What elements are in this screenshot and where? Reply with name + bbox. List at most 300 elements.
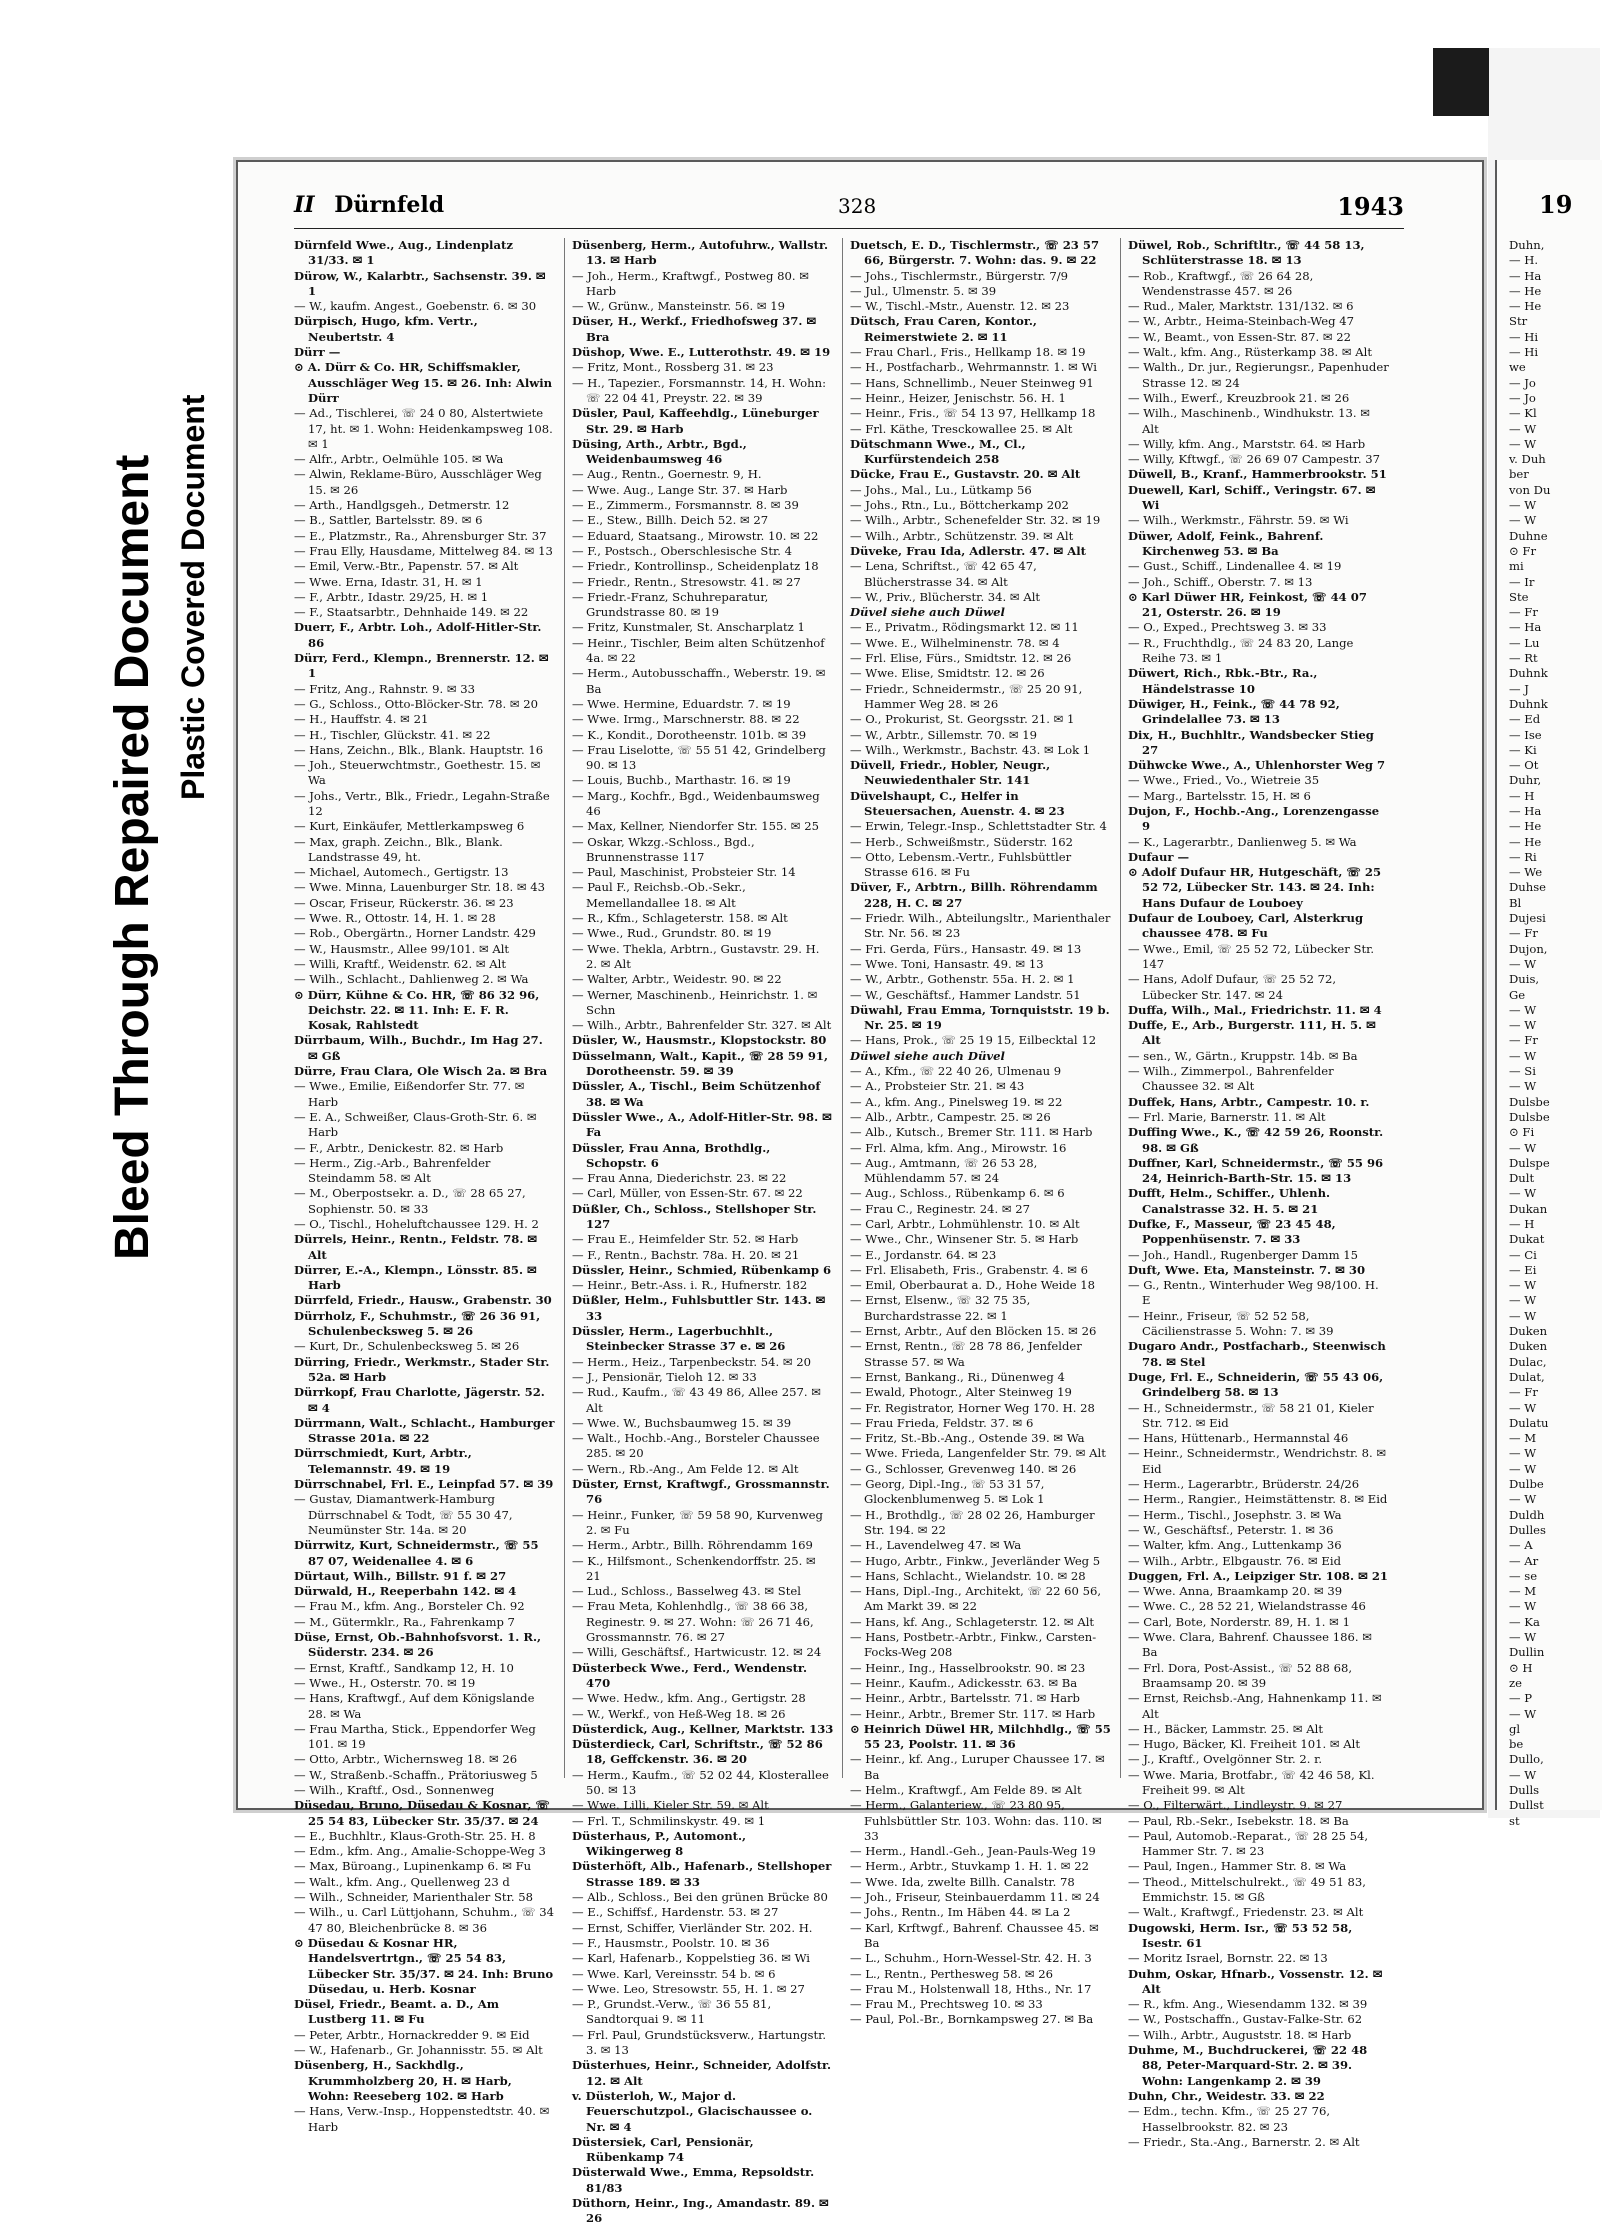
directory-entry: — Ernst, Arbtr., Auf den Blöcken 15. ✉ 26 xyxy=(850,1324,1097,1339)
header-rule xyxy=(294,228,1404,229)
directory-page xyxy=(236,160,1484,2226)
column-1 xyxy=(294,238,556,2134)
directory-entry: — Rud., Maler, Marktstr. 131/132. ✉ 6 xyxy=(1128,299,1354,314)
directory-entry: — Wwe. W., Buchsbaumweg 15. ✉ 39 xyxy=(572,1415,792,1430)
fragment-line: — Ha xyxy=(1509,268,1542,283)
fragment-line: — Rt xyxy=(1509,651,1538,666)
fragment-line: Dullst xyxy=(1509,1798,1544,1813)
directory-entry: — Alb., Arbtr., Campestr. 25. ✉ 26 xyxy=(850,1109,1051,1124)
fragment-line: — He xyxy=(1509,834,1542,849)
directory-entry: — Wilh., Werkmstr., Fährstr. 59. ✉ Wi xyxy=(1128,513,1349,528)
fragment-line: — Ei xyxy=(1509,1262,1537,1277)
directory-entry: — Ernst, Rentn., ☏ 28 78 86, Jenfelder Strasse 57. ✉ Wa xyxy=(850,1339,1082,1369)
directory-entry: — Walter, kfm. Ang., Luttenkamp 36 xyxy=(1128,1538,1342,1553)
fragment-line: — Ar xyxy=(1509,1553,1539,1568)
directory-entry: — Johs., Tischlermstr., Bürgerstr. 7/9 xyxy=(850,268,1069,283)
directory-entry: — Heinr., Arbtr., Bartelsstr. 71. ✉ Harb xyxy=(850,1691,1080,1706)
fragment-line: — W xyxy=(1509,1706,1537,1721)
directory-entry: Düsterbeck Wwe., Ferd., Wendenstr. 470 xyxy=(572,1660,807,1690)
directory-entry: — Wwe. Erna, Idastr. 31, H. ✉ 1 xyxy=(294,574,483,589)
directory-entry: — Hans, kf. Ang., Schlageterstr. 12. ✉ Alt xyxy=(850,1614,1095,1629)
directory-entry: — Karl, Hafenarb., Koppelstieg 36. ✉ Wi xyxy=(572,1951,811,1966)
directory-entry: Düsselmann, Walt., Kapit., ☏ 28 59 91, Dorotheenstr. 59. ✉ 39 xyxy=(572,1048,829,1079)
directory-entry: — Hans, Schnellimb., Neuer Steinweg 91 xyxy=(850,375,1094,390)
directory-entry: — Johs., Rentn., Im Häben 44. ✉ La 2 xyxy=(850,1905,1071,1920)
section-title: Dürnfeld xyxy=(334,192,445,218)
directory-entry: — Wwe. Elise, Smidtstr. 12. ✉ 26 xyxy=(850,666,1045,681)
fragment-line: — Fr xyxy=(1509,1033,1538,1048)
directory-entry: — Johs., Rtn., Lu., Böttcherkamp 202 xyxy=(850,498,1069,513)
fragment-line: — W xyxy=(1509,1140,1537,1155)
directory-entry: Duggen, Frl. A., Leipziger Str. 108. ✉ 21 xyxy=(1128,1568,1388,1583)
directory-entry: — Willy, Kftwgf., ☏ 26 69 07 Campestr. 37 xyxy=(1128,452,1380,467)
directory-entry: — Wwe. R., Ottostr. 14, H. 1. ✉ 28 xyxy=(294,911,496,926)
fragment-line: — He xyxy=(1509,283,1542,298)
directory-entry: Düstersiek, Carl, Pensionär, Rübenkamp 74 xyxy=(572,2134,754,2165)
directory-entry: — Ewald, Photogr., Alter Steinweg 19 xyxy=(850,1385,1072,1400)
directory-entry: — Alfr., Arbtr., Oelmühle 105. ✉ Wa xyxy=(294,452,504,467)
directory-entry: Dürrfeld, Friedr., Hausw., Grabenstr. 30 xyxy=(294,1293,552,1308)
fragment-line: st xyxy=(1509,1813,1520,1828)
fragment-line: — H. xyxy=(1509,253,1539,268)
fragment-line: — W xyxy=(1509,1278,1537,1293)
directory-entry: — Herm., Lagerarbtr., Brüderstr. 24/26 xyxy=(1128,1477,1360,1492)
page-header xyxy=(294,192,1404,226)
fragment-line: — P xyxy=(1509,1691,1533,1706)
directory-entry: — Otto, Lebensm.-Vertr., Fuhlsbüttler Strasse 616. ✉ Fu xyxy=(850,849,1072,880)
directory-entry: — W., Geschäftsf., Peterstr. 1. ✉ 36 xyxy=(1128,1522,1334,1537)
fragment-line: — J xyxy=(1509,681,1529,696)
directory-entry: Duffe, E., Arb., Burgerstr. 111, H. 5. ✉ Alt xyxy=(1128,1018,1376,1048)
fragment-line: Duhne xyxy=(1509,528,1548,543)
directory-entry: — Alb., Schloss., Bei den grünen Brücke 80 xyxy=(572,1890,828,1905)
directory-entry: — H., Lavendelweg 47. ✉ Wa xyxy=(850,1538,1022,1553)
fragment-line: — Ha xyxy=(1509,803,1542,818)
directory-entry: — Johs., Vertr., Blk., Friedr., Legahn-Straße 12 xyxy=(294,788,550,818)
fragment-line: Duken xyxy=(1509,1339,1548,1354)
directory-entry: — sen., W., Gärtn., Kruppstr. 14b. ✉ Ba xyxy=(1128,1048,1358,1063)
directory-entry: — H., Tischler, Glückstr. 41. ✉ 22 xyxy=(294,727,491,742)
directory-entry: — Frl. Alma, kfm. Ang., Mirowstr. 16 xyxy=(850,1140,1067,1155)
directory-entry: — Hans, Postbetr.-Arbtr., Finkw., Carsten-Focks-Weg 208 xyxy=(850,1630,1097,1660)
fragment-line: Duhnk xyxy=(1509,666,1548,681)
directory-entry: Dütschmann Wwe., M., Cl., Kurfürstendeich 258 xyxy=(850,436,1026,467)
directory-entry: — W., Grünw., Mansteinstr. 56. ✉ 19 xyxy=(572,299,785,314)
directory-entry: — Herm., Arbtr., Stuvkamp 1. H. 1. ✉ 22 xyxy=(850,1859,1089,1874)
fragment-line: — W xyxy=(1509,1308,1537,1323)
directory-entry: — Wilh., Maschinenb., Windhukstr. 13. ✉ Alt xyxy=(1128,406,1370,436)
directory-entry: Düwert, Rich., Rbk.-Btr., Ra., Händelstrasse 10 xyxy=(1128,666,1318,696)
directory-entry: — Moritz Israel, Bornstr. 22. ✉ 13 xyxy=(1128,1951,1328,1966)
directory-entry: — Wilh., Kraftf., Osd., Sonnenweg xyxy=(294,1782,495,1797)
directory-entry: — A., kfm. Ang., Pinelsweg 19. ✉ 22 xyxy=(850,1094,1063,1109)
directory-entry: — M., Oberpostsekr. a. D., ☏ 28 65 27, Sophienstr. 50. ✉ 33 xyxy=(294,1186,526,1216)
directory-entry: Dürrschmiedt, Kurt, Arbtr., Telemannstr. 49. ✉ 19 xyxy=(294,1446,472,1476)
directory-entry: — Wwe. Hedw., kfm. Ang., Gertigstr. 28 xyxy=(572,1691,806,1706)
directory-entry: — Frl. Elisabeth, Fris., Grabenstr. 4. ✉ 6 xyxy=(850,1262,1088,1277)
directory-entry: — Walt., Hochb.-Ang., Borsteler Chaussee 285. ✉ 20 xyxy=(572,1431,820,1461)
directory-entry: Düssler, Herm., Lagerbuchhlt., Steinbecker Strasse 37 e. ✉ 26 xyxy=(572,1324,786,1354)
directory-entry: — Heinr., Heizer, Jenischstr. 56. H. 1 xyxy=(850,390,1066,405)
directory-entry: — Emil, Verw.-Btr., Papenstr. 57. ✉ Alt xyxy=(294,559,519,574)
directory-entry: — Willy, kfm. Ang., Marststr. 64. ✉ Harb xyxy=(1128,436,1366,451)
directory-entry: Düshop, Wwe. E., Lutterothstr. 49. ✉ 19 xyxy=(572,345,831,360)
fragment-line: Duis, xyxy=(1509,972,1540,987)
directory-entry: — Wwe., Emil, ☏ 25 52 72, Lübecker Str. 147 xyxy=(1128,941,1375,971)
directory-entry: Dühwcke Wwe., A., Uhlenhorster Weg 7 xyxy=(1128,758,1386,773)
directory-entry: — Frau E., Heimfelder Str. 52. ✉ Harb xyxy=(572,1232,799,1247)
directory-entry: — Kurt, Einkäufer, Mettlerkampsweg 6 xyxy=(294,819,525,834)
directory-entry: Duhme, M., Buchdruckerei, ☏ 22 48 88, Peter-Marquard-Str. 2. ✉ 39. Wohn: Langenkamp 2. ✉ 39 xyxy=(1128,2043,1368,2088)
directory-entry: Düßler, Helm., Fuhlsbuttler Str. 143. ✉ 33 xyxy=(572,1293,826,1323)
directory-entry: — Gust., Schiff., Lindenallee 4. ✉ 19 xyxy=(1128,559,1342,574)
directory-entry: Düster, Ernst, Kraftwgf., Grossmannstr. 76 xyxy=(572,1477,830,1507)
directory-entry: — Wwe., Fried., Vo., Wietreie 35 xyxy=(1128,773,1320,788)
directory-entry: — Michael, Automech., Gertigstr. 13 xyxy=(294,865,509,880)
directory-entry: Düsler, Paul, Kaffeehdlg., Lüneburger Str. 29. ✉ Harb xyxy=(572,406,819,436)
directory-entry: Düwel siehe auch Düvel xyxy=(850,1048,1005,1063)
fragment-line: Dukat xyxy=(1509,1232,1545,1247)
directory-entry: — L., Rentn., Perthesweg 58. ✉ 26 xyxy=(850,1966,1054,1981)
adjacent-text-fragment xyxy=(1509,238,1599,1829)
fragment-line: Dukan xyxy=(1509,1201,1548,1216)
directory-entry: — W., Hausmstr., Allee 99/101. ✉ Alt xyxy=(294,941,510,956)
directory-entry: Düthorn, Heinr., Ing., Amandastr. 89. ✉ 26 xyxy=(572,2196,829,2226)
fragment-line: ze xyxy=(1509,1675,1522,1690)
directory-entry: — W., Postschaffn., Gustav-Falke-Str. 62 xyxy=(1128,2012,1363,2027)
directory-entry: — F., Arbtr., Denickestr. 82. ✉ Harb xyxy=(294,1140,504,1155)
fragment-line: — We xyxy=(1509,865,1543,880)
directory-entry: Dufaur — xyxy=(1128,849,1190,864)
directory-entry: — Karl, Krftwgf., Bahrenf. Chaussee 45. ✉ Ba xyxy=(850,1920,1099,1950)
fragment-line: — He xyxy=(1509,819,1542,834)
directory-entry: — W., Arbtr., Gothenstr. 55a. H. 2. ✉ 1 xyxy=(850,972,1075,987)
fragment-line: — Ise xyxy=(1509,727,1542,742)
directory-entry: Dugaro Andr., Postfacharb., Steenwisch 78. ✉ Stel xyxy=(1128,1339,1386,1369)
directory-entry: Düwahl, Frau Emma, Tornquiststr. 19 b. Nr. 25. ✉ 19 xyxy=(850,1002,1110,1033)
directory-entry: — Ernst, Schiffer, Vierländer Str. 202. H. xyxy=(572,1920,813,1935)
directory-entry: Duetsch, E. D., Tischlermstr., ☏ 23 57 66, Bürgerstr. 7. Wohn: das. 9. ✉ 22 xyxy=(850,238,1100,268)
directory-entry: Düser, H., Werkf., Friedhofsweg 37. ✉ Bra xyxy=(572,314,817,344)
directory-entry: — Heinr., Funker, ☏ 59 58 90, Kurvenweg 2. ✉ Fu xyxy=(572,1507,823,1537)
directory-entry: Dürnfeld Wwe., Aug., Lindenplatz 31/33. ✉ 1 xyxy=(294,238,513,268)
fragment-line: — W xyxy=(1509,513,1537,528)
fragment-line: Dulac, xyxy=(1509,1354,1547,1369)
directory-entry: — Frau M., Holstenwall 18, Hths., Nr. 17 xyxy=(850,1981,1092,1996)
directory-entry: — Rob., Obergärtn., Horner Landstr. 429 xyxy=(294,926,536,941)
directory-entry: — Herm., Tischl., Josephstr. 3. ✉ Wa xyxy=(1128,1507,1342,1522)
directory-entry: — E. A., Schweißer, Claus-Groth-Str. 6. ✉ Harb xyxy=(294,1109,537,1140)
fragment-line: — W xyxy=(1509,1002,1537,1017)
fragment-line: gl xyxy=(1509,1721,1521,1736)
directory-entry: — P., Grundst.-Verw., ☏ 36 55 81, Sandtorquai 9. ✉ 11 xyxy=(572,1997,772,2027)
directory-entry: — Otto, Arbtr., Wichernsweg 18. ✉ 26 xyxy=(294,1752,518,1767)
directory-entry: Duge, Frl. E., Schneiderin, ☏ 55 43 06, Grindelberg 58. ✉ 13 xyxy=(1128,1369,1384,1400)
directory-entry: — Frau Liselotte, ☏ 55 51 42, Grindelberg 90. ✉ 13 xyxy=(572,742,826,773)
directory-entry: ⊙ A. Dürr & Co. HR, Schiffsmakler, Ausschläger Weg 15. ✉ 26. Inh: Alwin Dürr xyxy=(294,360,553,405)
directory-entry: — W., Tischl.-Mstr., Auenstr. 12. ✉ 23 xyxy=(850,299,1070,314)
directory-entry: — G., Rentn., Winterhuder Weg 98/100. H. E xyxy=(1128,1278,1379,1308)
directory-entry: — Aug., Rentn., Goernestr. 9, H. xyxy=(572,467,762,482)
fragment-line: — W xyxy=(1509,956,1537,971)
directory-entry: Düwel, Rob., Schriftltr., ☏ 44 58 13, Schlüterstrasse 18. ✉ 13 xyxy=(1128,238,1365,268)
fragment-line: — Ha xyxy=(1509,620,1542,635)
directory-entry: — Hugo, Arbtr., Finkw., Jeverländer Weg 5 xyxy=(850,1553,1101,1568)
directory-entry: — Fri. Gerda, Fürs., Hansastr. 49. ✉ 13 xyxy=(850,941,1082,956)
directory-entry: — Wilh., Werkmstr., Bachstr. 43. ✉ Lok 1 xyxy=(850,742,1091,757)
directory-entry: — Oskar, Wkzg.-Schloss., Bgd., Brunnenstrasse 117 xyxy=(572,834,755,864)
directory-entry: — Arth., Handlgsgeh., Detmerstr. 12 xyxy=(294,498,510,513)
directory-entry: — Georg, Dipl.-Ing., ☏ 53 31 57, Glockenblumenweg 5. ✉ Lok 1 xyxy=(850,1477,1045,1507)
fragment-line: Dullo, xyxy=(1509,1752,1544,1767)
directory-entry: — Heinr., Friseur, ☏ 52 52 58, Cäcilienstrasse 5. Wohn: 7. ✉ 39 xyxy=(1128,1308,1334,1339)
directory-entry: — F., Staatsarbtr., Dehnhaide 149. ✉ 22 xyxy=(294,605,529,620)
directory-entry: — H., Schneidermstr., ☏ 58 21 01, Kieler Str. 712. ✉ Eid xyxy=(1128,1400,1374,1430)
fragment-line: — Hi xyxy=(1509,345,1539,360)
directory-entry: — F., Arbtr., Idastr. 29/25, H. ✉ 1 xyxy=(294,589,489,604)
directory-entry: — Frau C., Reginestr. 24. ✉ 27 xyxy=(850,1201,1031,1216)
directory-entry: Dürwald, H., Reeperbahn 142. ✉ 4 xyxy=(294,1584,517,1599)
directory-entry: Dürrholz, F., Schuhmstr., ☏ 26 36 91, Schulenbecksweg 5. ✉ 26 xyxy=(294,1308,541,1339)
directory-entry: — Wwe. Leo, Stresowstr. 55, H. 1. ✉ 27 xyxy=(572,1981,805,1996)
header-section xyxy=(294,192,444,218)
directory-entry: — Wilh., Schlacht., Dahlienweg 2. ✉ Wa xyxy=(294,972,529,987)
directory-entry: Dürr — xyxy=(294,345,341,360)
directory-entry: Düssler Wwe., A., Adolf-Hitler-Str. 98. ✉ Fa xyxy=(572,1109,832,1140)
directory-entry: — B., Sattler, Bartelsstr. 89. ✉ 6 xyxy=(294,513,483,528)
adjacent-page-fragment xyxy=(1495,160,1602,1828)
directory-entry: — O., Exped., Prechtsweg 3. ✉ 33 xyxy=(1128,620,1327,635)
fragment-line: v. Duh xyxy=(1509,452,1546,467)
directory-entry: Dürrmann, Walt., Schlacht., Hamburger Strasse 201a. ✉ 22 xyxy=(294,1415,555,1446)
year-label: 1943 xyxy=(1337,192,1404,221)
fragment-line: — W xyxy=(1509,1293,1537,1308)
directory-entry: — Willi, Geschäftsf., Hartwicustr. 12. ✉ 24 xyxy=(572,1645,822,1660)
directory-entry: — Herm., Galanteriew., ☏ 23 80 95, Fuhlsbüttler Str. 103. Wohn: das. 110. ✉ 33 xyxy=(850,1798,1102,1843)
directory-entry: — Wwe. Aug., Lange Str. 37. ✉ Harb xyxy=(572,482,788,497)
fragment-line: Dulat, xyxy=(1509,1369,1545,1384)
directory-entry: — K., Lagerarbtr., Danlienweg 5. ✉ Wa xyxy=(1128,834,1357,849)
fragment-line: Str xyxy=(1509,314,1528,329)
fragment-line: we xyxy=(1509,360,1526,375)
directory-entry: — Herm., Rangier., Heimstättenstr. 8. ✉ Eid xyxy=(1128,1492,1388,1507)
fragment-line: Duhn, xyxy=(1509,238,1545,252)
directory-entry: — Herm., Handl.-Geh., Jean-Pauls-Weg 19 xyxy=(850,1844,1096,1859)
directory-entry: — Paul, Automob.-Reparat., ☏ 28 25 54, Hammer Str. 7. ✉ 23 xyxy=(1128,1828,1369,1859)
directory-entry: — Friedr.-Franz, Schuhreparatur, Grundstrasse 80. ✉ 19 xyxy=(572,589,769,620)
directory-entry: — Wwe. E., Wilhelminenstr. 78. ✉ 4 xyxy=(850,635,1060,650)
directory-entry: — W., Arbtr., Sillemstr. 70. ✉ 19 xyxy=(850,727,1037,742)
directory-entry: — Herm., Kaufm., ☏ 52 02 44, Klosterallee 50. ✉ 13 xyxy=(572,1767,829,1797)
fragment-line: — Jo xyxy=(1509,375,1536,390)
fragment-line: Duhse xyxy=(1509,880,1547,895)
fragment-line: ⊙ H xyxy=(1509,1660,1533,1675)
column-divider xyxy=(842,238,843,1778)
directory-entry: — Frl. Käthe, Tresckowallee 25. ✉ Alt xyxy=(850,421,1073,436)
directory-entry: — Willi, Kraftf., Weidenstr. 62. ✉ Alt xyxy=(294,956,506,971)
directory-entry: Dürrels, Heinr., Rentn., Feldstr. 78. ✉ Alt xyxy=(294,1232,538,1262)
fragment-line: — W xyxy=(1509,1446,1537,1461)
directory-entry: Duft, Wwe. Eta, Mansteinstr. 7. ✉ 30 xyxy=(1128,1262,1366,1277)
directory-entry: — K., Hilfsmont., Schenkendorffstr. 25. ✉ 21 xyxy=(572,1553,816,1583)
fragment-line: Dult xyxy=(1509,1171,1535,1186)
directory-entry: — Heinr., Tischler, Beim alten Schützenhof 4a. ✉ 22 xyxy=(572,635,825,666)
directory-entry: — W., kaufm. Angest., Goebenstr. 6. ✉ 30 xyxy=(294,299,537,314)
fragment-line: Dullin xyxy=(1509,1645,1545,1660)
directory-entry: Düsel, Friedr., Beamt. a. D., Am Lustberg 11. ✉ Fu xyxy=(294,1997,500,2027)
fragment-line: Dulatu xyxy=(1509,1415,1549,1430)
directory-entry: — Ernst, Bankang., Ri., Dünenweg 4 xyxy=(850,1369,1065,1384)
directory-entry: — R., Kfm., Schlageterstr. 158. ✉ Alt xyxy=(572,911,788,926)
directory-entry: — Hans, Schlacht., Wielandstr. 10. ✉ 28 xyxy=(850,1568,1086,1583)
directory-entry: Dürrkopf, Frau Charlotte, Jägerstr. 52. ✉ 4 xyxy=(294,1385,545,1415)
fragment-line: Ste xyxy=(1509,589,1529,604)
directory-entry: — H., Bäcker, Lammstr. 25. ✉ Alt xyxy=(1128,1721,1324,1736)
directory-entry: — Paul, Pol.-Br., Bornkampsweg 27. ✉ Ba xyxy=(850,2012,1094,2027)
directory-entry: Dürrschnabel, Frl. E., Leinpfad 57. ✉ 39 xyxy=(294,1477,554,1492)
directory-entry: — Fr. Registrator, Horner Weg 170. H. 28 xyxy=(850,1400,1095,1415)
directory-entry: — Wwe., Emilie, Eißendorfer Str. 77. ✉ Harb xyxy=(294,1079,525,1109)
directory-entry: Dix, H., Buchhltr., Wandsbecker Stieg 27 xyxy=(1128,727,1374,757)
directory-entry: Duffing Wwe., K., ☏ 42 59 26, Roonstr. 98. ✉ Gß xyxy=(1128,1125,1384,1155)
directory-entry: — Max, graph. Zeichn., Blk., Blank. Landstrasse 49, ht. xyxy=(294,834,503,864)
directory-entry: — Emil, Oberbaurat a. D., Hohe Weide 18 xyxy=(850,1278,1096,1293)
directory-entry: — Joh., Herm., Kraftwgf., Postweg 80. ✉ Harb xyxy=(572,268,809,298)
directory-entry: — W., Geschäftsf., Hammer Landstr. 51 xyxy=(850,987,1081,1002)
directory-entry: — E., Zimmerm., Forsmannstr. 8. ✉ 39 xyxy=(572,498,799,513)
directory-entry: — Heinr., kf. Ang., Luruper Chaussee 17. ✉ Ba xyxy=(850,1752,1105,1782)
directory-entry: Dürrbaum, Wilh., Buchdr., Im Hag 27. ✉ Gß xyxy=(294,1033,543,1063)
fragment-line: — W xyxy=(1509,1767,1537,1782)
directory-entry: — Fritz, Kunstmaler, St. Anscharplatz 1 xyxy=(572,620,805,635)
directory-entry: — Edm., kfm. Ang., Amalie-Schoppe-Weg 3 xyxy=(294,1844,546,1859)
fragment-line: be xyxy=(1509,1737,1524,1752)
fragment-line: Dulbe xyxy=(1509,1477,1544,1492)
directory-entry: — E., Buchhltr., Klaus-Groth-Str. 25. H. 8 xyxy=(294,1828,536,1843)
directory-entry: — R., kfm. Ang., Wiesendamm 132. ✉ 39 xyxy=(1128,1997,1368,2012)
directory-entry: — Wwe., H., Osterstr. 70. ✉ 19 xyxy=(294,1675,476,1690)
directory-entry: Düwiger, H., Feink., ☏ 44 78 92, Grindelallee 73. ✉ 13 xyxy=(1128,696,1340,727)
fragment-line: — Ri xyxy=(1509,849,1537,864)
directory-entry: — Walt., Kraftwgf., Friedenstr. 23. ✉ Alt xyxy=(1128,1905,1364,1920)
directory-entry: — Frl. Dora, Post-Assist., ☏ 52 88 68, Braamsamp 20. ✉ 39 xyxy=(1128,1660,1353,1690)
directory-entry: Dufke, F., Masseur, ☏ 23 45 48, Poppenhüsenstr. 7. ✉ 33 xyxy=(1128,1217,1336,1247)
directory-entry: — Max, Büroang., Lupinenkamp 6. ✉ Fu xyxy=(294,1859,532,1874)
directory-entry: — Alwin, Reklame-Büro, Ausschläger Weg 15. ✉ 26 xyxy=(294,467,542,497)
directory-entry: — Wwe. Toni, Hansastr. 49. ✉ 13 xyxy=(850,956,1044,971)
directory-entry: — Wwe. Clara, Bahrenf. Chaussee 186. ✉ Ba xyxy=(1128,1630,1372,1660)
fragment-line: Dulspe xyxy=(1509,1155,1550,1170)
directory-entry: — Frl. Elise, Fürs., Smidtstr. 12. ✉ 26 xyxy=(850,651,1072,666)
directory-entry: Düver, F., Arbtrn., Billh. Röhrendamm 228, H. C. ✉ 27 xyxy=(850,880,1098,910)
directory-entry: Dürrwitz, Kurt, Schneidermstr., ☏ 55 87 07, Weidenallee 4. ✉ 6 xyxy=(294,1538,539,1568)
directory-entry: — Hans, Verw.-Insp., Hoppenstedtstr. 40. ✉ Harb xyxy=(294,2104,550,2134)
directory-entry: — Ernst, Kraftf., Sandkamp 12, H. 10 xyxy=(294,1660,514,1675)
directory-entry: — Wilh., u. Carl Lüttjohann, Schuhm., ☏ 34 47 80, Bleichenbrücke 8. ✉ 36 xyxy=(294,1905,555,1935)
directory-entry: Düsterdieck, Carl, Schriftstr., ☏ 52 86 18, Geffckenstr. 36. ✉ 20 xyxy=(572,1737,823,1767)
directory-entry: Düsing, Arth., Arbtr., Bgd., Weidenbaumsweg 46 xyxy=(572,436,747,467)
directory-entry: — H., Tapezier., Forsmannstr. 14, H. Wohn: ☏ 22 04 41, Preystr. 22. ✉ 39 xyxy=(572,375,826,405)
fragment-line: von Du xyxy=(1509,482,1551,497)
directory-entry: — Wilh., Schneider, Marienthaler Str. 58 xyxy=(294,1890,533,1905)
directory-entry: Düsedau, Bruno, Düsedau & Kosnar, ☏ 25 54 83, Lübecker Str. 35/37. ✉ 24 xyxy=(294,1798,550,1828)
directory-entry: — Lena, Schriftst., ☏ 42 65 47, Blücherstrasse 34. ✉ Alt xyxy=(850,559,1037,589)
directory-entry: Düvell, Friedr., Hobler, Neugr., Neuwiedenthaler Str. 141 xyxy=(850,758,1051,788)
directory-entry: — Wilh., Zimmerpol., Bahrenfelder Chaussee 32. ✉ Alt xyxy=(1128,1064,1334,1094)
directory-entry: — Frau Charl., Fris., Hellkamp 18. ✉ 19 xyxy=(850,345,1086,360)
directory-entry: — Wwe. Minna, Lauenburger Str. 18. ✉ 43 xyxy=(294,880,546,895)
directory-entry: — Marg., Kochfr., Bgd., Weidenbaumsweg 46 xyxy=(572,788,820,818)
fragment-line: — W xyxy=(1509,1599,1537,1614)
fragment-line: — Ir xyxy=(1509,574,1535,589)
fragment-line: — M xyxy=(1509,1584,1537,1599)
fragment-line: — W xyxy=(1509,1630,1537,1645)
directory-entry: — E., Schiffsf., Hardenstr. 53. ✉ 27 xyxy=(572,1905,779,1920)
directory-entry: — Hans, Hüttenarb., Hermannstal 46 xyxy=(1128,1431,1349,1446)
directory-entry: — Paul F., Reichsb.-Ob.-Sekr., Memellandallee 18. ✉ Alt xyxy=(572,880,746,910)
directory-entry: — Frau Meta, Kohlenhdlg., ☏ 38 66 38, Reginestr. 9. ✉ 27. Wohn: ☏ 26 71 46, Grossmannstr. 76. ✉ 27 xyxy=(572,1599,814,1645)
directory-entry: — W., Beamt., von Essen-Str. 87. ✉ 22 xyxy=(1128,329,1352,344)
directory-entry: — Fritz, Mont., Rossberg 31. ✉ 23 xyxy=(572,360,774,375)
directory-entry: — Max, Kellner, Niendorfer Str. 155. ✉ 25 xyxy=(572,819,819,834)
directory-entry: — Hugo, Bäcker, Kl. Freiheit 101. ✉ Alt xyxy=(1128,1737,1360,1752)
directory-entry: — Frau Elly, Hausdame, Mittelweg 84. ✉ 13 xyxy=(294,543,553,558)
fragment-line: Ge xyxy=(1509,987,1526,1002)
directory-entry: Düse, Ernst, Ob.-Bahnhofsvorst. 1. R., Süderstr. 234. ✉ 26 xyxy=(294,1630,542,1660)
directory-entry: — Heinr., Schneidermstr., Wendrichstr. 8. ✉ Eid xyxy=(1128,1446,1387,1476)
directory-entry: — Frau M., Prechtsweg 10. ✉ 33 xyxy=(850,1997,1043,2012)
fragment-line: — H xyxy=(1509,1217,1535,1231)
directory-entry: — O., Filterwärt., Lindleystr. 9. ✉ 27 xyxy=(1128,1798,1343,1813)
fragment-line: — Lu xyxy=(1509,635,1540,650)
fragment-line: Duhnk xyxy=(1509,696,1548,711)
directory-entry: Dürpisch, Hugo, kfm. Vertr., Neubertstr. 4 xyxy=(294,314,478,344)
directory-entry: — Friedr., Sta.-Ang., Barnerstr. 2. ✉ Alt xyxy=(1128,2134,1360,2149)
directory-entry: — Werner, Maschinenb., Heinrichstr. 1. ✉ Schn xyxy=(572,987,818,1017)
fragment-line: — Fr xyxy=(1509,926,1538,941)
directory-entry: Düwer, Adolf, Feink., Bahrenf. Kirchenweg 53. ✉ Ba xyxy=(1128,528,1324,558)
directory-entry: — Joh., Friseur, Steinbauerdamm 11. ✉ 24 xyxy=(850,1890,1100,1905)
directory-entry: Düssler, Heinr., Schmied, Rübenkamp 6 xyxy=(572,1262,832,1277)
directory-entry: — Walt., kfm. Ang., Rüsterkamp 38. ✉ Alt xyxy=(1128,345,1373,360)
fragment-line: Dulsbe xyxy=(1509,1094,1550,1109)
directory-entry: — G., Schlosser, Grevenweg 140. ✉ 26 xyxy=(850,1461,1077,1476)
fragment-line: — W xyxy=(1509,1018,1537,1033)
fragment-line: — W xyxy=(1509,498,1537,513)
page-number: 328 xyxy=(838,194,877,218)
directory-entry: Duhn, Chr., Weidestr. 33. ✉ 22 xyxy=(1128,2088,1325,2103)
directory-entry: Dürrer, E.-A., Klempn., Lönsstr. 85. ✉ Harb xyxy=(294,1262,537,1293)
directory-entry: — Herm., Zig.-Arb., Bahrenfelder Steindamm 58. ✉ Alt xyxy=(294,1155,491,1186)
directory-entry: — Marg., Bartelsstr. 15, H. ✉ 6 xyxy=(1128,788,1311,803)
fragment-line: Duhr, xyxy=(1509,773,1542,788)
directory-entry: Duhm, Oskar, Hfnarb., Vossenstr. 12. ✉ Alt xyxy=(1128,1966,1383,1996)
volume-numeral: II xyxy=(294,192,315,218)
directory-entry: — Wilh., Arbtr., Schenefelder Str. 32. ✉ 19 xyxy=(850,513,1101,528)
bleed-through-label xyxy=(105,455,160,1260)
directory-entry: Düveke, Frau Ida, Adlerstr. 47. ✉ Alt xyxy=(850,543,1087,558)
directory-entry: — Paul, Maschinist, Probsteier Str. 14 xyxy=(572,865,796,880)
column-3 xyxy=(850,238,1112,2027)
directory-entry: — H., Postfacharb., Wehrmannstr. 1. ✉ Wi xyxy=(850,360,1097,375)
directory-entry: — E., Privatm., Rödingsmarkt 12. ✉ 11 xyxy=(850,620,1079,635)
column-2 xyxy=(572,238,834,2226)
fragment-line: ber xyxy=(1509,467,1529,482)
fragment-line: ⊙ Fi xyxy=(1509,1125,1535,1140)
fragment-line: — W xyxy=(1509,1400,1537,1415)
directory-entry: — Wwe. Hermine, Eduardstr. 7. ✉ 19 xyxy=(572,696,791,711)
directory-entry: — Frau Anna, Diederichstr. 23. ✉ 22 xyxy=(572,1171,787,1186)
